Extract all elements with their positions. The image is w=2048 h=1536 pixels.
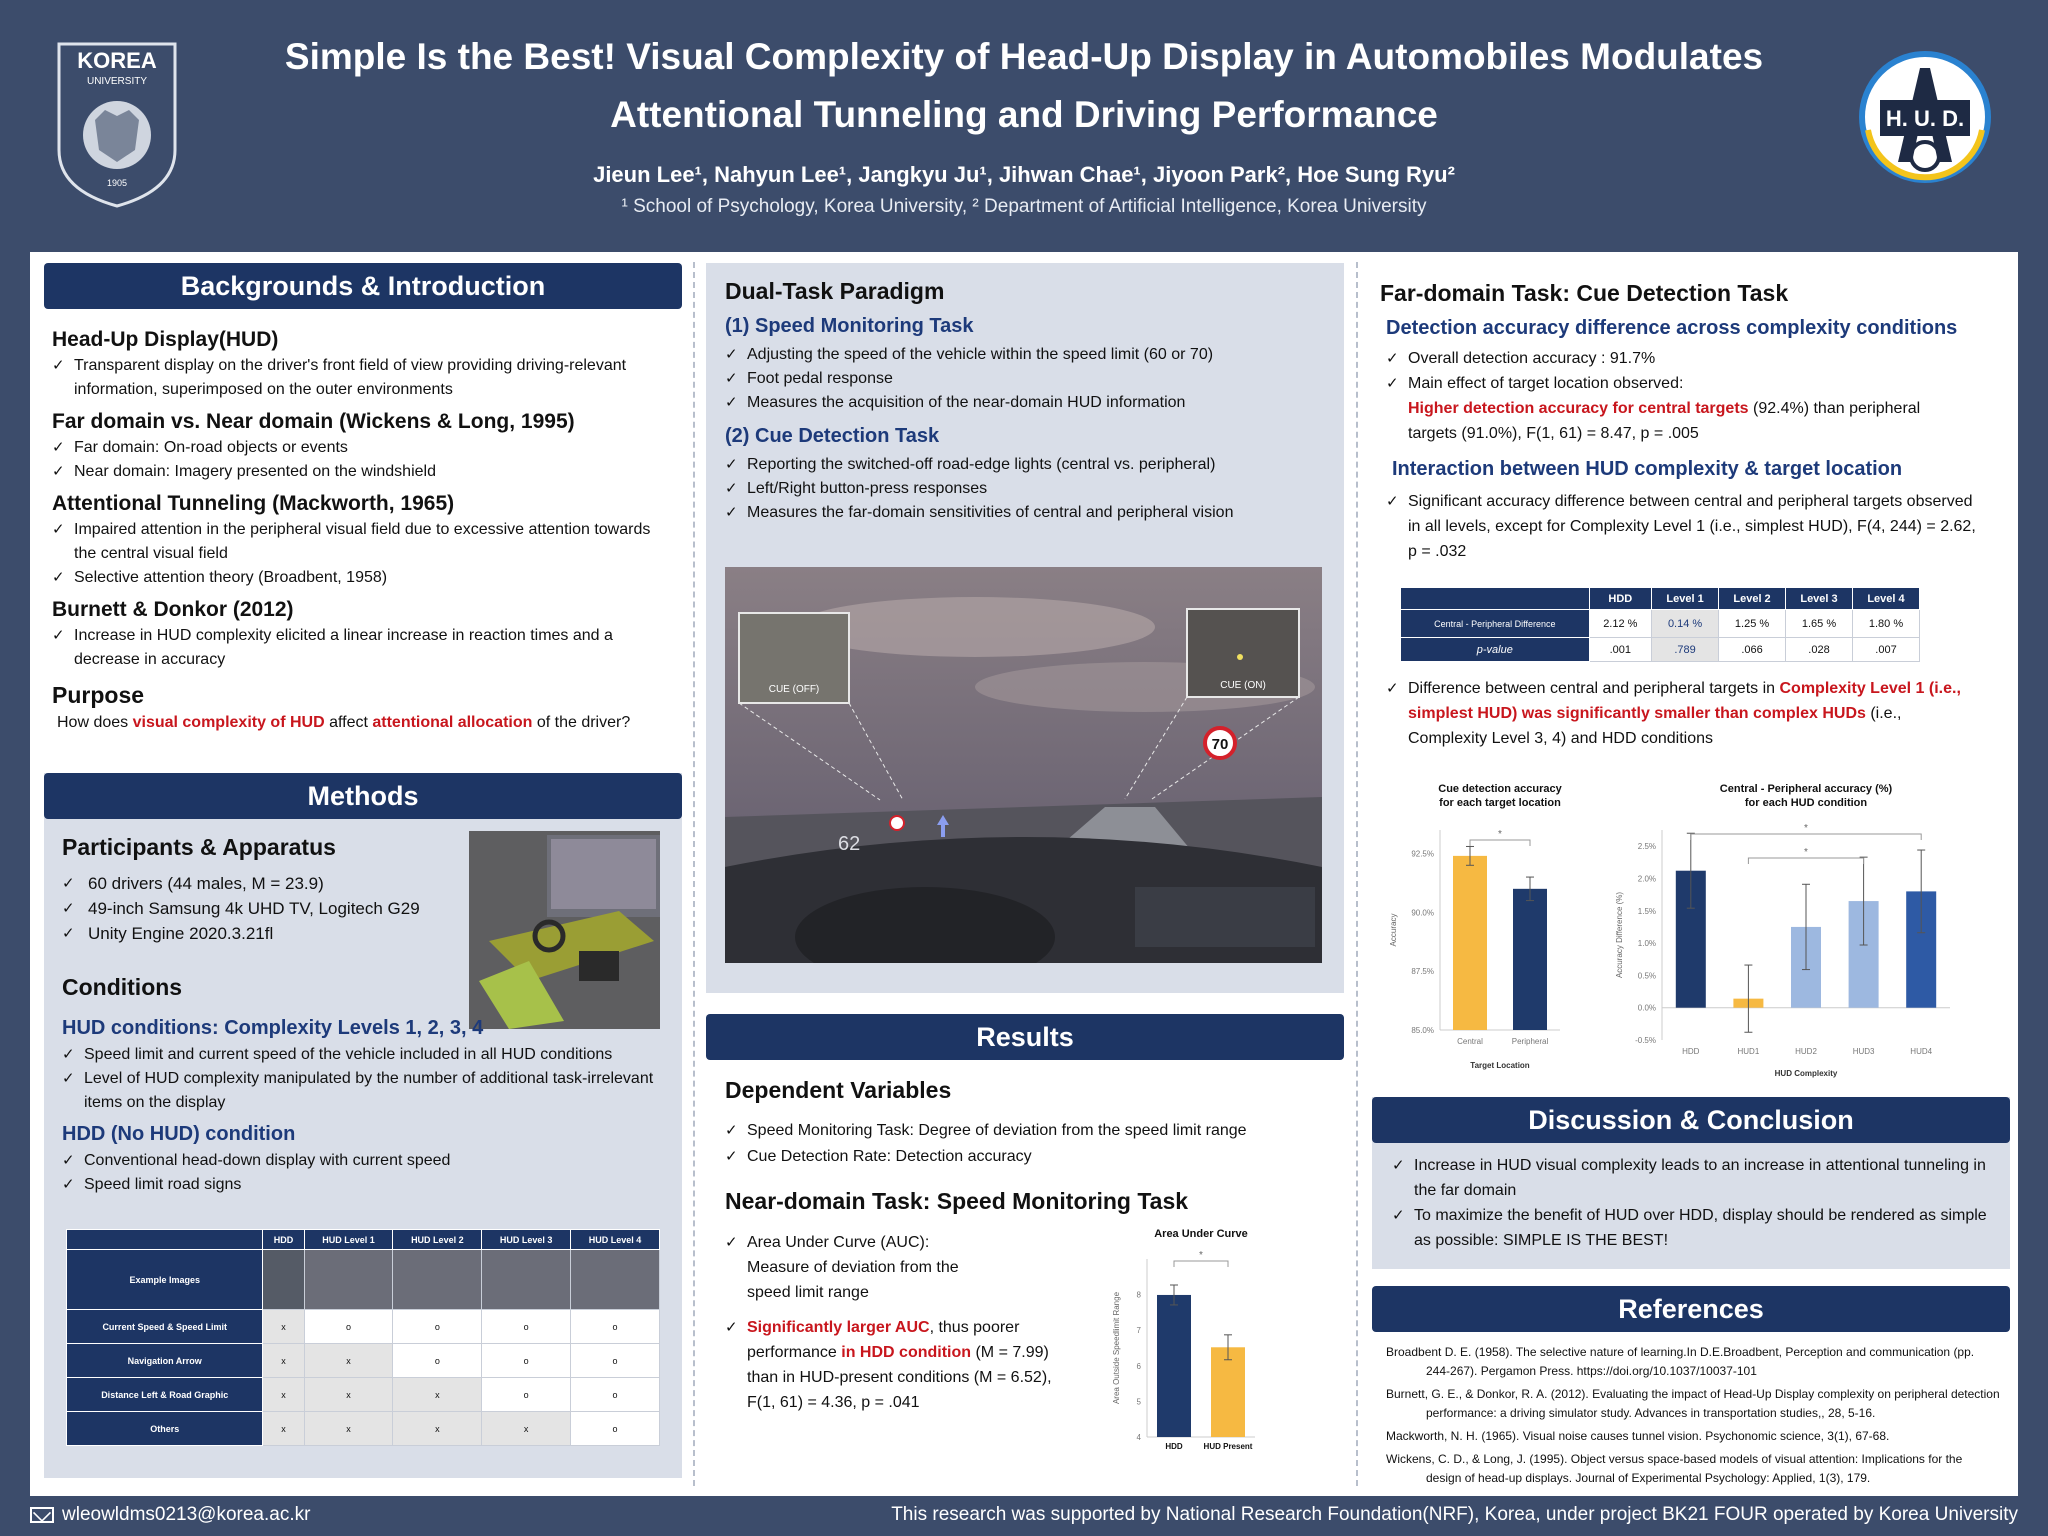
auc-item: ✓ Area Under Curve (AUC): Measure of deviation from the speed limit range: [725, 1230, 1095, 1305]
table-cell: x: [304, 1378, 393, 1412]
discussion-heading: Discussion & Conclusion: [1372, 1097, 2010, 1143]
y-axis-label: Area Outside Speedlimit Range: [1112, 1291, 1121, 1405]
x-tick-label: Peripheral: [1511, 1037, 1549, 1046]
table-row: [67, 1250, 660, 1310]
hud-title: Head-Up Display(HUD): [52, 328, 279, 351]
y-tick-label: -0.5%: [1635, 1036, 1656, 1045]
example-image-hud2: [393, 1250, 482, 1310]
y-tick-label: 90.0%: [1411, 908, 1434, 918]
x-tick-label: HUD1: [1737, 1047, 1760, 1056]
chart-title: Central - Peripheral accuracy (%): [1719, 783, 1893, 795]
example-image-hud3: [482, 1250, 571, 1310]
domain-item: ✓ Far domain: On-road objects or events: [52, 436, 676, 460]
table-header: HDD: [263, 1230, 304, 1250]
table-cell: o: [393, 1344, 482, 1378]
table-cell: x: [393, 1378, 482, 1412]
bar: [1453, 856, 1487, 1030]
table-header: Level 4: [1852, 588, 1919, 610]
x-tick-label: Central: [1457, 1037, 1483, 1046]
table-row: [67, 1412, 660, 1446]
y-tick-label: 2.0%: [1637, 874, 1656, 884]
table-cell: x: [304, 1412, 393, 1446]
x-tick-label: HUD4: [1910, 1047, 1933, 1056]
poster-title-line1: Simple Is the Best! Visual Complexity of Head-Up Display in Automobiles Modulates: [284, 36, 1764, 77]
table-header: HUD Level 1: [304, 1230, 393, 1250]
table-cell: .028: [1786, 638, 1853, 662]
row-label: Current Speed & Speed Limit: [67, 1310, 263, 1344]
purpose-title: Purpose: [52, 682, 145, 708]
speed-task-title: (1) Speed Monitoring Task: [725, 315, 974, 337]
tunnel-title: Attentional Tunneling (Mackworth, 1965): [52, 492, 455, 515]
y-tick-label: 8: [1136, 1290, 1141, 1300]
y-tick-label: 7: [1136, 1326, 1141, 1336]
table-cell: .066: [1719, 638, 1786, 662]
table-cell: x: [393, 1412, 482, 1446]
row-label: Navigation Arrow: [67, 1344, 263, 1378]
table-header: Level 1: [1652, 588, 1719, 610]
poster-title-line2: Attentional Tunneling and Driving Performance: [610, 94, 1438, 135]
footer-funding: This research was supported by National Research Foundation(NRF), Korea, under project BK21 FOUR operated by Korea University: [891, 1504, 2018, 1525]
speed-task-item: ✓ Measures the acquisition of the near-domain HUD information: [725, 391, 1335, 415]
footer-email-text[interactable]: wleowldms0213@korea.ac.kr: [62, 1504, 311, 1525]
table-cell: o: [482, 1344, 571, 1378]
significance-bracket: [1174, 1261, 1228, 1267]
hud-conditions-title: HUD conditions: Complexity Levels 1, 2, 3, 4: [62, 1017, 484, 1039]
table-cell: 1.65 %: [1786, 610, 1853, 638]
table-header: HUD Level 2: [393, 1230, 482, 1250]
table-cell: x: [263, 1310, 304, 1344]
cue-off-label: CUE (OFF): [768, 684, 820, 695]
table-header: [67, 1230, 263, 1250]
cue-task-item: ✓ Left/Right button-press responses: [725, 477, 1335, 501]
table-cell: x: [263, 1412, 304, 1446]
table-cell: x: [482, 1412, 571, 1446]
cue-task-title: (2) Cue Detection Task: [725, 425, 940, 447]
reference-item: Broadbent D. E. (1958). The selective nature of learning.In D.E.Broadbent, Perception and communication (pp. 244-267). Pergamon Press. https://doi.org/10.1037/10037-101: [1386, 1345, 1975, 1378]
ku-logo-text: KOREA: [77, 48, 157, 73]
table-cell: o: [482, 1310, 571, 1344]
chart-title: Cue detection accuracy: [1438, 783, 1562, 795]
chart-subtitle: for each target location: [1439, 797, 1561, 809]
significance-bracket: [1470, 840, 1530, 846]
domain-title: Far domain vs. Near domain (Wickens & Long, 1995): [52, 410, 575, 433]
y-axis-label: Accuracy Difference (%): [1615, 891, 1624, 979]
tunnel-item: ✓ Impaired attention in the peripheral visual field due to excessive attention towards the central visual field: [52, 518, 676, 566]
y-tick-label: 6: [1136, 1361, 1141, 1371]
auc-chart: [1097, 1223, 1267, 1473]
hud-logo: [1858, 50, 1992, 184]
table-cell: x: [263, 1378, 304, 1412]
burnett-item: ✓ Increase in HUD complexity elicited a linear increase in reaction times and a decrease in accuracy: [52, 624, 676, 672]
significance-marker: *: [1804, 823, 1808, 834]
hdd-condition-item: ✓ Conventional head-down display with current speed: [62, 1149, 672, 1173]
references-heading: References: [1372, 1286, 2010, 1332]
dependent-variable-item: ✓ Cue Detection Rate: Detection accuracy: [725, 1144, 1335, 1170]
table-cell: 1.25 %: [1719, 610, 1786, 638]
table-cell: x: [263, 1344, 304, 1378]
interaction-item: ✓ Significant accuracy difference between central and peripheral targets observed in all levels, except for Complexity Level 1 (i.e., simplest HUD), F(4, 244) = 2.62, p = .032: [1386, 489, 1980, 564]
table-header: [1401, 588, 1590, 610]
simulation-screenshot: [725, 567, 1322, 963]
x-tick-label: HUD3: [1852, 1047, 1875, 1056]
table-row: [1401, 638, 1920, 662]
example-image-hud1: [304, 1250, 393, 1310]
hud-speed-text: 62: [838, 833, 861, 855]
conditions-title: Conditions: [62, 974, 183, 1000]
table-cell: o: [482, 1378, 571, 1412]
purpose-text: How does visual complexity of HUD affect attentional allocation of the driver?: [57, 714, 631, 731]
references-list: [1386, 1343, 2000, 1492]
y-tick-label: 0.5%: [1637, 971, 1656, 981]
table-row: [1401, 610, 1920, 638]
x-tick-label: HDD: [1165, 1442, 1183, 1451]
table-row: [67, 1344, 660, 1378]
difference-text: [1380, 676, 1980, 751]
hud-conditions-item: ✓ Level of HUD complexity manipulated by the number of additional task-irrelevant items on the display: [62, 1067, 672, 1115]
y-tick-label: 5: [1136, 1397, 1141, 1407]
accuracy-item: ✓ Main effect of target location observed: Higher detection accuracy for central targets (92.4%) than peripheral targets (91.0%), F(1, 61) = 8.47, p = .005: [1386, 371, 1980, 446]
near-domain-title: Near-domain Task: Speed Monitoring Task: [725, 1188, 1189, 1214]
table-header: Level 2: [1719, 588, 1786, 610]
conditions-table: [66, 1229, 660, 1446]
y-tick-label: 85.0%: [1411, 1026, 1434, 1035]
y-tick-label: 4: [1136, 1433, 1141, 1442]
table-cell: 1.80 %: [1852, 610, 1919, 638]
reference-item: Wickens, C. D., & Long, J. (1995). Object versus space-based models of visual attention: Implications for the design of head-up displays. Journal of Experimental Psychology: Applied, 1(3), 179.: [1386, 1452, 1963, 1485]
accuracy-title: Detection accuracy difference across complexity conditions: [1386, 317, 1958, 339]
cue-task-item: ✓ Measures the far-domain sensitivities of central and peripheral vision: [725, 501, 1335, 525]
chart-title: Area Under Curve: [1154, 1228, 1248, 1240]
accuracy-item: ✓ Overall detection accuracy : 91.7%: [1386, 346, 1980, 371]
table-cell: 2.12 %: [1589, 610, 1652, 638]
dual-task-title: Dual-Task Paradigm: [725, 278, 945, 304]
table-cell: .007: [1852, 638, 1919, 662]
domain-item: ✓ Near domain: Imagery presented on the windshield: [52, 460, 676, 484]
example-image-hud4: [571, 1250, 660, 1310]
dependent-variables-title: Dependent Variables: [725, 1077, 952, 1103]
table-cell: o: [304, 1310, 393, 1344]
x-tick-label: HUD2: [1795, 1047, 1817, 1056]
methods-heading: Methods: [44, 773, 682, 819]
speed-task-item: ✓ Foot pedal response: [725, 367, 1335, 391]
row-label: Example Images: [67, 1250, 263, 1310]
example-image-hdd: [263, 1250, 304, 1310]
y-axis-label: Accuracy: [1389, 913, 1398, 947]
difference-table: [1400, 587, 1920, 662]
bar: [1157, 1295, 1191, 1437]
hud-conditions-item: ✓ Speed limit and current speed of the vehicle included in all HUD conditions: [62, 1043, 672, 1067]
significance-marker: *: [1498, 829, 1502, 840]
x-axis-label: Target Location: [1470, 1061, 1530, 1070]
bar: [1211, 1347, 1245, 1437]
significance-marker: *: [1804, 847, 1808, 858]
significance-marker: *: [1199, 1250, 1203, 1261]
tunnel-item: ✓ Selective attention theory (Broadbent, 1958): [52, 566, 676, 590]
table-cell: o: [571, 1378, 660, 1412]
table-header: HUD Level 3: [482, 1230, 571, 1250]
row-label: Central - Peripheral Difference: [1401, 610, 1590, 638]
dependent-variable-item: ✓ Speed Monitoring Task: Degree of deviation from the speed limit range: [725, 1118, 1335, 1144]
hdd-condition-title: HDD (No HUD) condition: [62, 1123, 296, 1145]
envelope-icon: [30, 1507, 54, 1523]
cue-on-label: CUE (ON): [1220, 680, 1266, 691]
hud-item: ✓ Transparent display on the driver's front field of view providing driving-relevant information, superimposed on the outer environments: [52, 354, 676, 402]
participants-section: [62, 834, 462, 946]
interaction-title: Interaction between HUD complexity & target location: [1392, 458, 1903, 480]
x-tick-label: HUD Present: [1203, 1442, 1253, 1451]
discussion-item: ✓ Increase in HUD visual complexity leads to an increase in attentional tunneling in the far domain: [1392, 1153, 1992, 1203]
footer-email[interactable]: [30, 1504, 310, 1526]
significance-bracket: [1691, 834, 1921, 840]
bar: [1513, 889, 1547, 1030]
discussion-item: ✓ To maximize the benefit of HUD over HDD, display should be rendered as simple as possible: SIMPLE IS THE BEST!: [1392, 1203, 1992, 1253]
y-tick-label: 0.0%: [1637, 1003, 1656, 1013]
conditions-section: [62, 974, 672, 1197]
row-label: Others: [67, 1412, 263, 1446]
far-domain-section: [1380, 280, 1980, 564]
y-tick-label: 87.5%: [1411, 967, 1434, 977]
table-cell: o: [571, 1412, 660, 1446]
table-cell: o: [571, 1344, 660, 1378]
speed-limit-sign-text: 70: [1211, 736, 1229, 753]
speed-task-item: ✓ Adjusting the speed of the vehicle within the speed limit (60 or 70): [725, 343, 1335, 367]
chart-subtitle: for each HUD condition: [1744, 797, 1868, 809]
y-tick-label: 1.0%: [1637, 939, 1656, 949]
table-cell: o: [571, 1310, 660, 1344]
ku-logo-year: 1905: [106, 178, 128, 188]
participants-item: ✓ 60 drivers (44 males, M = 23.9): [62, 871, 462, 896]
table-cell: .789: [1652, 638, 1719, 662]
results-section: [725, 1077, 1335, 1215]
table-header: HDD: [1589, 588, 1652, 610]
table-row: [67, 1378, 660, 1412]
column-divider-2: [1356, 262, 1358, 1486]
participants-item: ✓ Unity Engine 2020.3.21fl: [62, 921, 462, 946]
table-header: Level 3: [1786, 588, 1853, 610]
y-tick-label: 2.5%: [1637, 842, 1656, 852]
difference-item: ✓ Difference between central and peripheral targets in Complexity Level 1 (i.e., simplest HUD) was significantly smaller than complex HUDs (i.e., Complexity Level 3, 4) and HDD conditions: [1386, 676, 1980, 751]
authors: Jieun Lee¹, Nahyun Lee¹, Jangkyu Ju¹, Jihwan Chae¹, Jiyoon Park², Hoe Sung Ryu²: [593, 162, 1455, 187]
reference-item: Burnett, G. E., & Donkor, R. A. (2012). Evaluating the impact of Head-Up Display complexity on peripheral detection performance: a driving simulator study. Advances in transportation studies,, 28, 5-16.: [1386, 1387, 2000, 1420]
discussion-section: [1392, 1153, 1992, 1253]
auc-text: [725, 1230, 1095, 1415]
reference-item: Mackworth, N. H. (1965). Visual noise causes tunnel vision. Psychonomic science, 3(1), 67-68.: [1386, 1429, 1890, 1443]
row-label: Distance Left & Road Graphic: [67, 1378, 263, 1412]
results-heading: Results: [706, 1014, 1344, 1060]
hdd-condition-item: ✓ Speed limit road signs: [62, 1173, 672, 1197]
table-cell: 0.14 %: [1652, 610, 1719, 638]
table-cell: .001: [1589, 638, 1652, 662]
cue-task-item: ✓ Reporting the switched-off road-edge lights (central vs. peripheral): [725, 453, 1335, 477]
affiliations: ¹ School of Psychology, Korea University, ² Department of Artificial Intelligence, Korea University: [621, 196, 1427, 217]
y-tick-label: 92.5%: [1411, 849, 1434, 859]
hud-logo-text: H. U. D.: [1885, 106, 1965, 131]
far-domain-title: Far-domain Task: Cue Detection Task: [1380, 280, 1789, 306]
auc-result-item: ✓ Significantly larger AUC, thus poorer performance in HDD condition (M = 7.99) than in HUD-present conditions (M = 6.52), F(1, 61) = 4.36, p = .041: [725, 1315, 1095, 1415]
burnett-title: Burnett & Donkor (2012): [52, 598, 294, 621]
y-tick-label: 1.5%: [1637, 906, 1656, 916]
x-tick-label: HDD: [1682, 1047, 1700, 1056]
table-row: [67, 1310, 660, 1344]
background-section: [52, 328, 676, 735]
x-axis-label: HUD Complexity: [1774, 1069, 1838, 1078]
participants-item: ✓ 49-inch Samsung 4k UHD TV, Logitech G29: [62, 896, 462, 921]
column-divider-1: [693, 262, 695, 1486]
difference-chart: [1610, 778, 1960, 1078]
table-header: HUD Level 4: [571, 1230, 660, 1250]
participants-title: Participants & Apparatus: [62, 834, 336, 860]
row-label: p-value: [1401, 638, 1590, 662]
dual-task-section: [725, 278, 1335, 525]
ku-logo-sub: UNIVERSITY: [86, 76, 148, 87]
significance-bracket: [1748, 858, 1863, 864]
table-cell: o: [393, 1310, 482, 1344]
table-cell: x: [304, 1344, 393, 1378]
cue-accuracy-chart: [1380, 778, 1580, 1078]
background-heading: Backgrounds & Introduction: [44, 263, 682, 309]
